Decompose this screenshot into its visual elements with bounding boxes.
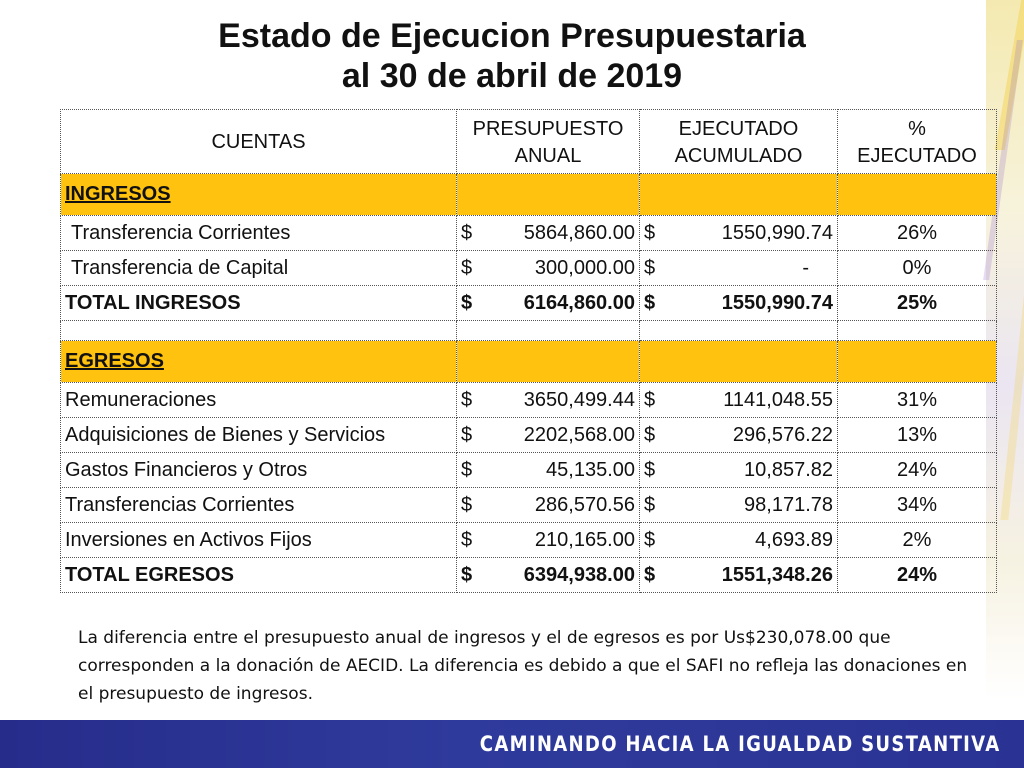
executed-value: 1141,048.55 <box>723 388 833 411</box>
budget-cell <box>457 251 640 286</box>
table-row <box>61 383 997 418</box>
footer-band <box>0 720 1024 768</box>
empty-cell <box>838 321 997 341</box>
budget-value: 210,165.00 <box>534 528 635 551</box>
currency-symbol: $ <box>461 493 473 516</box>
budget-value: 6164,860.00 <box>523 291 635 314</box>
currency-symbol: $ <box>461 291 473 314</box>
budget-cell <box>457 488 640 523</box>
section-label-egresos: EGRESOS <box>61 341 457 383</box>
currency-symbol: $ <box>644 256 656 279</box>
empty-cell <box>457 321 640 341</box>
executed-value: 4,693.89 <box>755 528 833 551</box>
executed-value: - <box>802 256 809 279</box>
executed-value: 10,857.82 <box>744 458 833 481</box>
account-name: Transferencia Corrientes <box>61 216 457 251</box>
percent-executed: 24% <box>838 453 997 488</box>
section-row-ingresos <box>61 174 997 216</box>
empty-cell <box>457 341 640 383</box>
header-presupuesto-line-2: ANUAL <box>514 144 582 167</box>
percent-executed: 0% <box>838 251 997 286</box>
executed-cell <box>640 251 838 286</box>
budget-cell <box>457 383 640 418</box>
header-ejecutado-line-2: ACUMULADO <box>674 144 803 167</box>
budget-cell <box>457 453 640 488</box>
budget-cell <box>457 523 640 558</box>
currency-symbol: $ <box>644 563 656 586</box>
currency-symbol: $ <box>644 493 656 516</box>
budget-value: 300,000.00 <box>534 256 635 279</box>
empty-cell <box>61 321 457 341</box>
budget-value: 45,135.00 <box>546 458 635 481</box>
empty-cell <box>838 174 997 216</box>
section-row-egresos <box>61 341 997 383</box>
executed-cell <box>640 558 838 593</box>
empty-cell <box>457 174 640 216</box>
budget-value: 6394,938.00 <box>523 563 635 586</box>
budget-cell <box>457 418 640 453</box>
currency-symbol: $ <box>644 291 656 314</box>
empty-cell <box>640 341 838 383</box>
total-row-egresos <box>61 558 997 593</box>
percent-executed: 25% <box>838 286 997 321</box>
budget-value: 2202,568.00 <box>523 423 635 446</box>
footnote-text: La diferencia entre el presupuesto anual de ingresos y el de egresos es por Us$230,078.00 que corresponden a la donación de AECID. La diferencia es debido a que el SAFI no refleja las donaciones en el presupuesto de ingresos. <box>78 628 968 704</box>
budget-execution-table <box>60 109 997 593</box>
table-row <box>61 418 997 453</box>
executed-cell <box>640 453 838 488</box>
percent-executed: 24% <box>838 558 997 593</box>
header-porcentaje <box>838 110 997 174</box>
percent-executed: 34% <box>838 488 997 523</box>
percent-executed: 26% <box>838 216 997 251</box>
currency-symbol: $ <box>461 388 473 411</box>
currency-symbol: $ <box>461 256 473 279</box>
budget-value: 5864,860.00 <box>523 221 635 244</box>
table-row <box>61 251 997 286</box>
decorative-stripe <box>1000 260 1024 520</box>
table-row <box>61 453 997 488</box>
total-label: TOTAL EGRESOS <box>61 558 457 593</box>
currency-symbol: $ <box>644 528 656 551</box>
empty-cell <box>640 174 838 216</box>
account-name: Adquisiciones de Bienes y Servicios <box>61 418 457 453</box>
account-name: Transferencias Corrientes <box>61 488 457 523</box>
executed-cell <box>640 216 838 251</box>
currency-symbol: $ <box>644 221 656 244</box>
executed-value: 296,576.22 <box>732 423 833 446</box>
footer-slogan: CAMINANDO HACIA LA IGUALDAD SUSTANTIVA <box>479 732 1000 756</box>
currency-symbol: $ <box>461 458 473 481</box>
currency-symbol: $ <box>644 458 656 481</box>
table-row <box>61 488 997 523</box>
currency-symbol: $ <box>461 423 473 446</box>
budget-cell <box>457 286 640 321</box>
currency-symbol: $ <box>461 563 473 586</box>
header-porcentaje-line-1: % <box>908 117 926 140</box>
percent-executed: 13% <box>838 418 997 453</box>
executed-value: 1551,348.26 <box>721 563 833 586</box>
currency-symbol: $ <box>644 423 656 446</box>
table-row <box>61 523 997 558</box>
budget-value: 3650,499.44 <box>523 388 635 411</box>
empty-cell <box>838 341 997 383</box>
executed-value: 1550,990.74 <box>721 291 833 314</box>
table-row <box>61 216 997 251</box>
empty-cell <box>640 321 838 341</box>
section-label-ingresos: INGRESOS <box>61 174 457 216</box>
page-title-line-2: al 30 de abril de 2019 <box>341 57 683 95</box>
percent-executed: 31% <box>838 383 997 418</box>
executed-cell <box>640 383 838 418</box>
executed-cell <box>640 286 838 321</box>
executed-cell <box>640 523 838 558</box>
spacer-row <box>61 321 997 341</box>
currency-symbol: $ <box>461 528 473 551</box>
account-name: Transferencia de Capital <box>61 251 457 286</box>
budget-cell <box>457 216 640 251</box>
account-name: Gastos Financieros y Otros <box>61 453 457 488</box>
executed-value: 1550,990.74 <box>721 221 833 244</box>
budget-cell <box>457 558 640 593</box>
currency-symbol: $ <box>461 221 473 244</box>
header-cuentas: CUENTAS <box>61 110 457 174</box>
executed-cell <box>640 488 838 523</box>
account-name: Inversiones en Activos Fijos <box>61 523 457 558</box>
header-ejecutado <box>640 110 838 174</box>
account-name: Remuneraciones <box>61 383 457 418</box>
page-title-line-1: Estado de Ejecucion Presupuestaria <box>218 17 806 55</box>
table-header-row <box>61 110 997 174</box>
total-label: TOTAL INGRESOS <box>61 286 457 321</box>
header-ejecutado-line-1: EJECUTADO <box>678 117 799 140</box>
header-porcentaje-line-2: EJECUTADO <box>857 144 977 167</box>
budget-value: 286,570.56 <box>534 493 635 516</box>
total-row-ingresos <box>61 286 997 321</box>
currency-symbol: $ <box>644 388 656 411</box>
page-title <box>0 16 1024 96</box>
executed-value: 98,171.78 <box>744 493 833 516</box>
executed-cell <box>640 418 838 453</box>
percent-executed: 2% <box>838 523 997 558</box>
header-presupuesto <box>457 110 640 174</box>
header-presupuesto-line-1: PRESUPUESTO <box>472 117 624 140</box>
